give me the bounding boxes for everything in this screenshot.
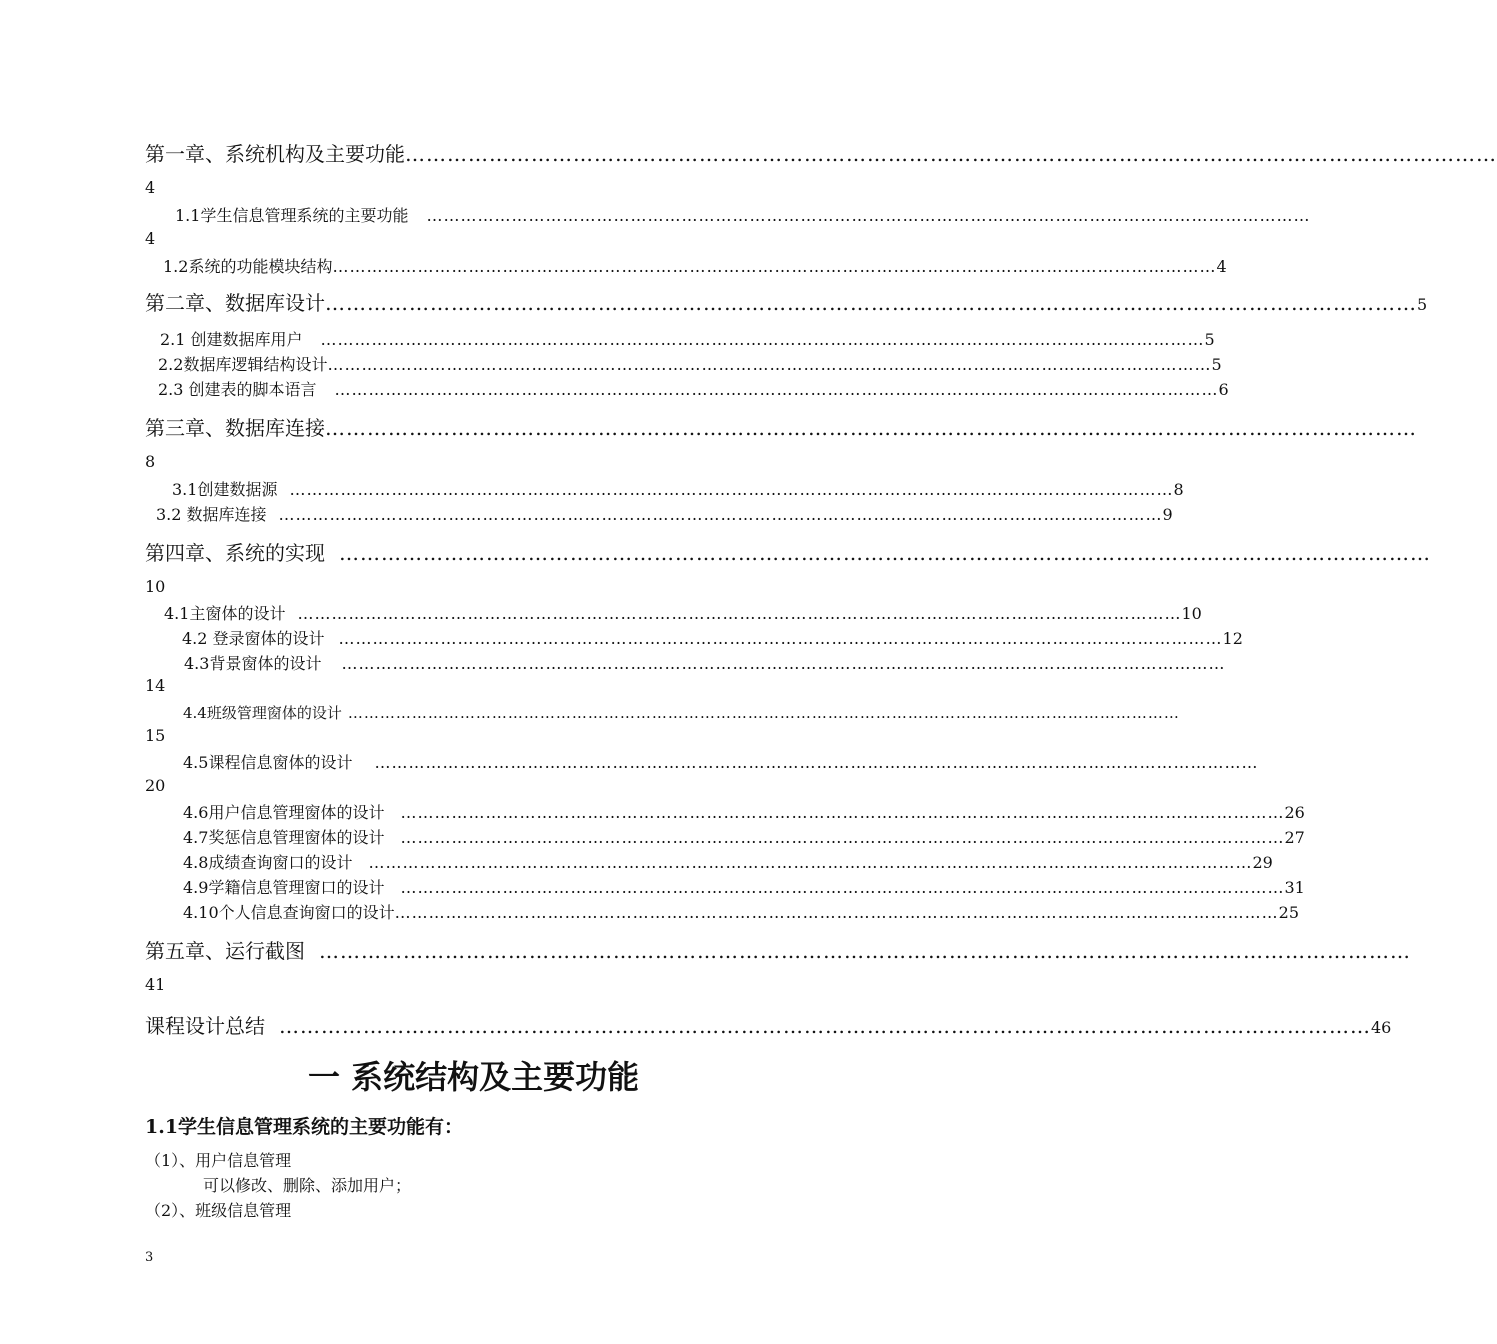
toc-leader-dots: ………………………………………………………………………………………………………………………………………… xyxy=(400,828,1285,847)
toc-entry-4-8[interactable] xyxy=(183,850,1273,873)
toc-label: 3.1创建数据源 xyxy=(172,480,278,499)
toc-page-number: 20 xyxy=(145,776,166,795)
toc-leader-dots: ………………………………………………………………………………………………………………………………………… xyxy=(394,903,1279,922)
chapter-title: 一 系统结构及主要功能 xyxy=(308,1058,640,1096)
toc-entry-4-7[interactable] xyxy=(183,825,1305,848)
toc-entry-1-2[interactable] xyxy=(163,254,1227,277)
toc-label: 课程设计总结 xyxy=(145,1014,265,1038)
toc-label: 4.6用户信息管理窗体的设计 xyxy=(183,803,385,822)
toc-leader-dots: ………………………………………………………………………………………………………………………………………… xyxy=(297,604,1182,623)
toc-entry-2-1[interactable] xyxy=(160,327,1215,350)
toc-entry-2-2[interactable] xyxy=(158,352,1222,375)
toc-page-number: 4 xyxy=(145,178,156,197)
toc-leader-dots: ………………………………………………………………………………………………………………………………………… xyxy=(400,803,1285,822)
toc-leader-dots: ………………………………………………………………………………………………………………………………………… xyxy=(341,654,1226,673)
section-title: 1.1学生信息管理系统的主要功能有： xyxy=(145,1116,464,1138)
toc-leader-dots: ………………………………………………………………………………………………………………………………………… xyxy=(320,330,1205,349)
toc-page-number: 5 xyxy=(1417,295,1428,314)
toc-label: 4.1主窗体的设计 xyxy=(164,604,286,623)
toc-page-number: 14 xyxy=(145,676,166,695)
toc-label: 2.1 创建数据库用户 xyxy=(160,330,303,349)
toc-label: 第一章、系统机构及主要功能 xyxy=(145,142,405,166)
toc-leader-dots: ………………………………………………………………………………………………………………………………………… xyxy=(289,480,1174,499)
toc-label: 1.2系统的功能模块结构 xyxy=(163,257,333,276)
toc-page-number: 46 xyxy=(1371,1018,1392,1037)
toc-page-number: 29 xyxy=(1252,853,1273,872)
toc-entry-2-3[interactable] xyxy=(158,377,1229,400)
toc-entry-ch1[interactable] xyxy=(145,138,1497,167)
toc-page-number: 4 xyxy=(1216,257,1227,276)
toc-entry-4-4[interactable] xyxy=(183,702,1180,723)
toc-label: 4.10个人信息查询窗口的设计 xyxy=(183,903,395,922)
toc-page-number: 31 xyxy=(1284,878,1305,897)
page-number: 3 xyxy=(145,1250,154,1265)
toc-page-number: 12 xyxy=(1222,629,1243,648)
toc-entry-1-1[interactable] xyxy=(175,203,1311,226)
toc-entry-ch2[interactable] xyxy=(145,287,1428,316)
toc-page-number: 15 xyxy=(145,726,166,745)
toc-label: 4.4班级管理窗体的设计 xyxy=(183,704,342,722)
toc-entry-4-9[interactable] xyxy=(183,875,1305,898)
toc-leader-dots: ………………………………………………………………………………………………………………………………………… xyxy=(334,380,1219,399)
toc-label: 4.5课程信息窗体的设计 xyxy=(183,753,353,772)
toc-label: 4.3背景窗体的设计 xyxy=(184,654,322,673)
toc-entry-4-1[interactable] xyxy=(164,601,1202,624)
toc-label: 4.2 登录窗体的设计 xyxy=(182,629,325,648)
toc-leader-dots: ………………………………………………………………………………………………………………………………………… xyxy=(368,853,1253,872)
toc-leader-dots: ………………………………………………………………………………………………………………………………………… xyxy=(325,291,1417,315)
toc-entry-ch4[interactable] xyxy=(145,537,1431,566)
toc-leader-dots: ………………………………………………………………………………………………………………………………………… xyxy=(374,753,1259,772)
toc-page-number: 5 xyxy=(1211,355,1222,374)
toc-label: 第三章、数据库连接 xyxy=(145,416,325,440)
toc-label: 4.8成绩查询窗口的设计 xyxy=(183,853,353,872)
toc-leader-dots: ………………………………………………………………………………………………………………………………………… xyxy=(319,939,1411,963)
toc-entry-summary[interactable] xyxy=(145,1010,1392,1039)
toc-label: 2.2数据库逻辑结构设计 xyxy=(158,355,328,374)
toc-page-number: 10 xyxy=(1181,604,1202,623)
list-item: （2）、班级信息管理 xyxy=(145,1201,292,1220)
toc-entry-ch3[interactable] xyxy=(145,412,1417,441)
toc-label: 2.3 创建表的脚本语言 xyxy=(158,380,317,399)
toc-leader-dots: ………………………………………………………………………………………………………………………………………… xyxy=(278,505,1163,524)
toc-leader-dots: ………………………………………………………………………………………………………………………………………… xyxy=(338,629,1223,648)
toc-leader-dots: ………………………………………………………………………………………………………………………………………… xyxy=(327,355,1212,374)
toc-leader-dots: ………………………………………………………………………………………………………………………………………… xyxy=(400,878,1285,897)
toc-page-number: 8 xyxy=(145,452,156,471)
toc-entry-3-1[interactable] xyxy=(172,477,1184,500)
toc-label: 第五章、运行截图 xyxy=(145,939,305,963)
toc-page-number: 10 xyxy=(145,577,166,596)
toc-label: 第四章、系统的实现 xyxy=(145,541,325,565)
toc-entry-ch5[interactable] xyxy=(145,935,1411,964)
toc-entry-4-10[interactable] xyxy=(183,900,1299,923)
toc-page-number: 5 xyxy=(1204,330,1215,349)
toc-leader-dots: ………………………………………………………………………………………………………………………………………… xyxy=(339,541,1431,565)
toc-label: 4.9学籍信息管理窗口的设计 xyxy=(183,878,385,897)
toc-leader-dots: ………………………………………………………………………………………………………………………………………… xyxy=(426,206,1311,225)
toc-leader-dots: ………………………………………………………………………………………………………………………………………… xyxy=(279,1014,1371,1038)
toc-label: 3.2 数据库连接 xyxy=(156,505,267,524)
toc-leader-dots: ………………………………………………………………………………………………………………………………………… xyxy=(347,704,1180,722)
toc-page-number: 25 xyxy=(1278,903,1299,922)
toc-leader-dots: ………………………………………………………………………………………………………………………………………… xyxy=(332,257,1217,276)
toc-entry-4-3[interactable] xyxy=(184,651,1226,674)
list-item: （1）、用户信息管理 xyxy=(145,1151,292,1170)
toc-entry-4-2[interactable] xyxy=(182,626,1243,649)
toc-label: 4.7奖惩信息管理窗体的设计 xyxy=(183,828,385,847)
toc-entry-4-6[interactable] xyxy=(183,800,1305,823)
toc-page-number: 9 xyxy=(1162,505,1173,524)
toc-page-number: 26 xyxy=(1284,803,1305,822)
toc-label: 第二章、数据库设计 xyxy=(145,291,325,315)
toc-label: 1.1学生信息管理系统的主要功能 xyxy=(175,206,409,225)
toc-page-number: 41 xyxy=(145,975,166,994)
toc-entry-4-5[interactable] xyxy=(183,750,1259,773)
toc-page-number: 6 xyxy=(1218,380,1229,399)
toc-page-number: 27 xyxy=(1284,828,1305,847)
toc-leader-dots: ………………………………………………………………………………………………………………………………………… xyxy=(325,416,1417,440)
list-item-description: 可以修改、删除、添加用户； xyxy=(203,1176,412,1195)
toc-leader-dots: ………………………………………………………………………………………………………………………………………… xyxy=(405,142,1497,166)
toc-page-number: 8 xyxy=(1173,480,1184,499)
toc-entry-3-2[interactable] xyxy=(156,502,1173,525)
toc-page-number: 4 xyxy=(145,229,156,248)
